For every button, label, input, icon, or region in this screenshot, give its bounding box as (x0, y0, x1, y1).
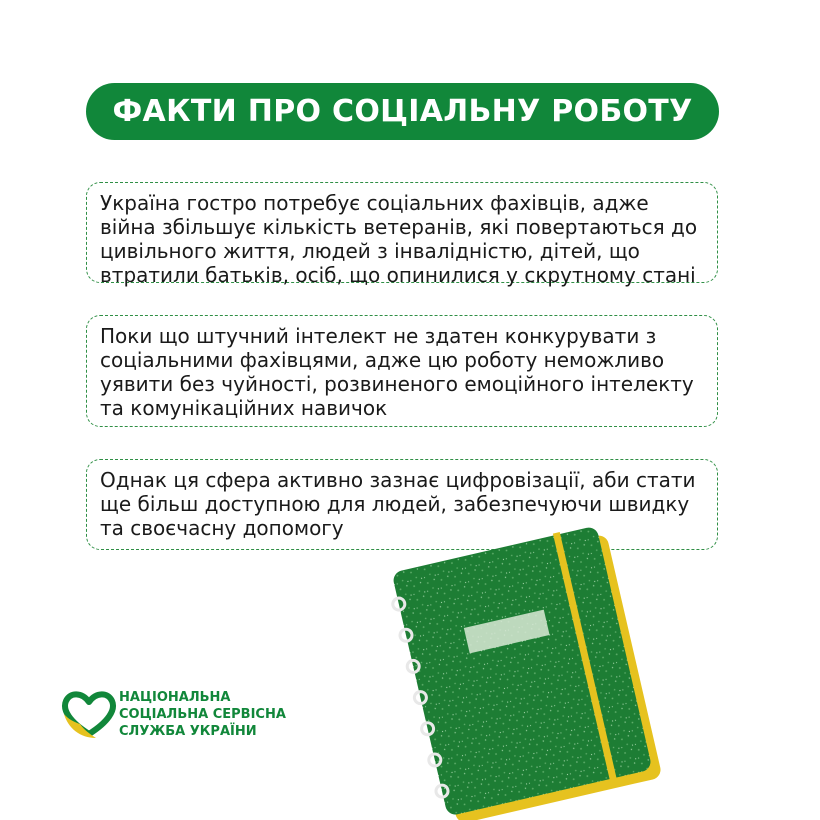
logo-line-2: СОЦІАЛЬНА СЕРВІСНА (119, 707, 286, 722)
fact-card-2 (86, 315, 718, 427)
logo-line-1: НАЦІОНАЛЬНА (119, 690, 231, 705)
fact-1-line-4: втратили батьків, осіб, що опинилися у скрутному стані (100, 263, 696, 287)
fact-3-line-2: ще більш доступною для людей, забезпечуючи швидку (100, 492, 690, 516)
fact-2-line-1: Поки що штучний інтелект не здатен конкурувати з (100, 324, 657, 348)
fact-3-line-3: та своєчасну допомогу (100, 516, 344, 540)
organization-name (119, 689, 286, 740)
heart-hand-logo-icon (60, 688, 118, 742)
page-title: ФАКТИ ПРО СОЦІАЛЬНУ РОБОТУ (112, 94, 693, 129)
notebook-illustration (390, 515, 680, 820)
fact-3-line-1: Однак ця сфера активно зазнає цифровізації, аби стати (100, 468, 696, 492)
fact-2-line-2: соціальними фахівцями, адже цю роботу неможливо (100, 348, 665, 372)
title-banner (86, 83, 719, 140)
fact-1-line-1: Україна гостро потребує соціальних фахівців, адже (100, 191, 649, 215)
fact-1-line-2: війна збільшує кількість ветеранів, які повертаються до (100, 215, 698, 239)
fact-2-line-4: та комунікаційних навичок (100, 396, 388, 420)
logo-line-3: СЛУЖБА УКРАЇНИ (119, 724, 257, 739)
fact-card-1 (86, 182, 718, 287)
fact-1-line-3: цивільного життя, людей з інвалідністю, дітей, що (100, 239, 640, 263)
fact-2-line-3: уявити без чуйності, розвиненого емоційного інтелекту (100, 372, 694, 396)
